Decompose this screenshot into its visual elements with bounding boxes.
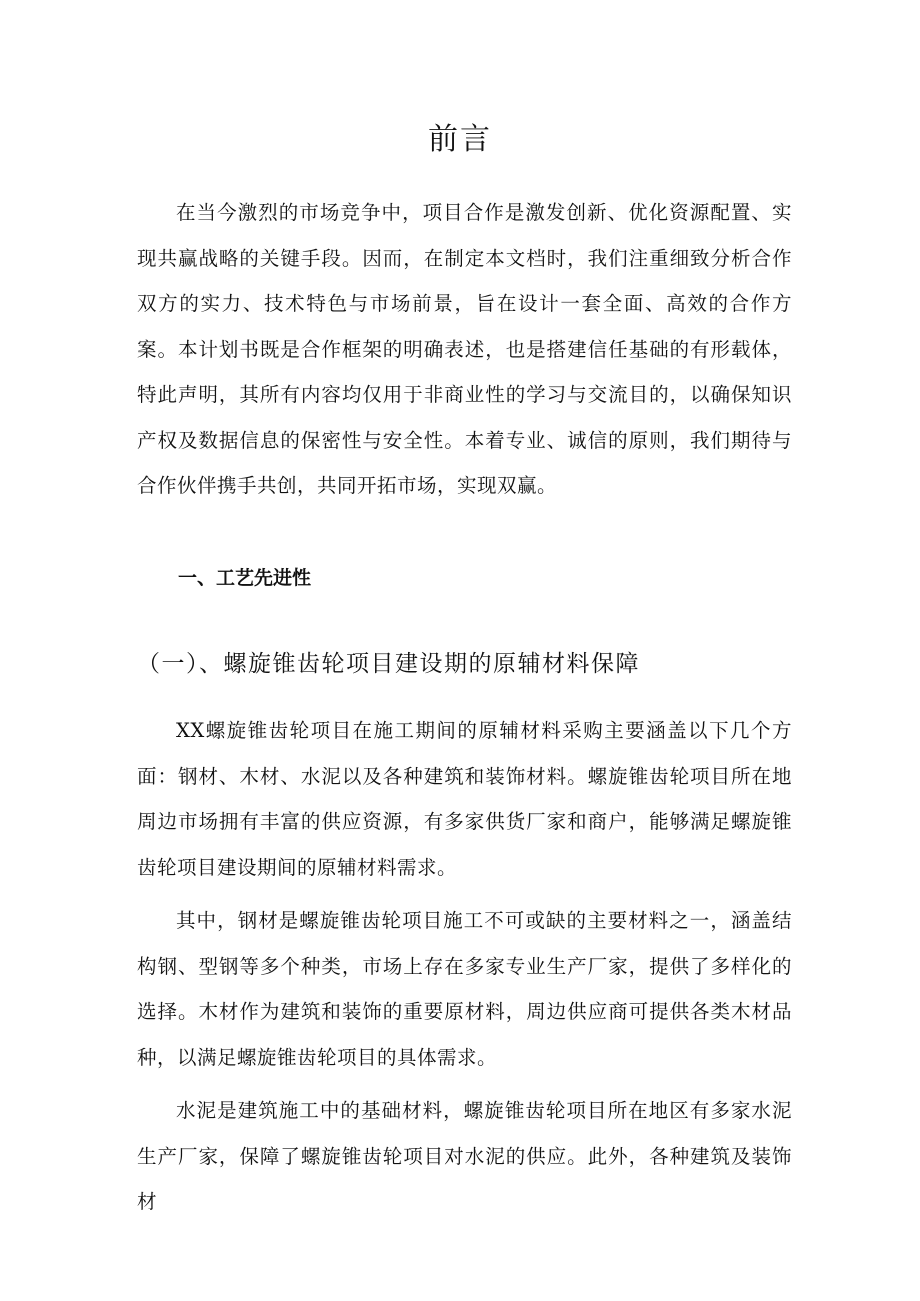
cement-paragraph: 水泥是建筑施工中的基础材料，螺旋锥齿轮项目所在地区有多家水泥生产厂家，保障了螺旋锥齿轮项目对水泥的供应。此外，各种建筑及装饰材 [137, 1099, 792, 1213]
section-heading: 一、工艺先进性 [178, 567, 312, 589]
steel-wood-paragraph: 其中，钢材是螺旋锥齿轮项目施工不可或缺的主要材料之一，涵盖结构钢、型钢等多个种类，市场上存在多家专业生产厂家，提供了多样化的选择。木材作为建筑和装饰的重要原材料，周边供应商可提供各类木材品种，以满足螺旋锥齿轮项目的具体需求。 [137, 909, 792, 1069]
preface-paragraph: 在当今激烈的市场竞争中，项目合作是激发创新、优化资源配置、实现共赢战略的关键手段。因而，在制定本文档时，我们注重细致分析合作双方的实力、技术特色与市场前景，旨在设计一套全面、高效的合作方案。本计划书既是合作框架的明确表述，也是搭建信任基础的有形载体，特此声明，其所有内容均仅用于非商业性的学习与交流目的，以确保知识产权及数据信息的保密性与安全性。本着专业、诚信的原则，我们期待与合作伙伴携手共创，共同开拓市场，实现双赢。 [137, 201, 792, 497]
materials-paragraph: XX螺旋锥齿轮项目在施工期间的原辅材料采购主要涵盖以下几个方面：钢材、木材、水泥以及各种建筑和装饰材料。螺旋锥齿轮项目所在地周边市场拥有丰富的供应资源，有多家供货厂家和商户，能够满足螺旋锥齿轮项目建设期间的原辅材料需求。 [137, 719, 792, 879]
subsection-heading: （一）、螺旋锥齿轮项目建设期的原辅材料保障 [137, 651, 640, 677]
page-title: 前言 [428, 122, 492, 157]
